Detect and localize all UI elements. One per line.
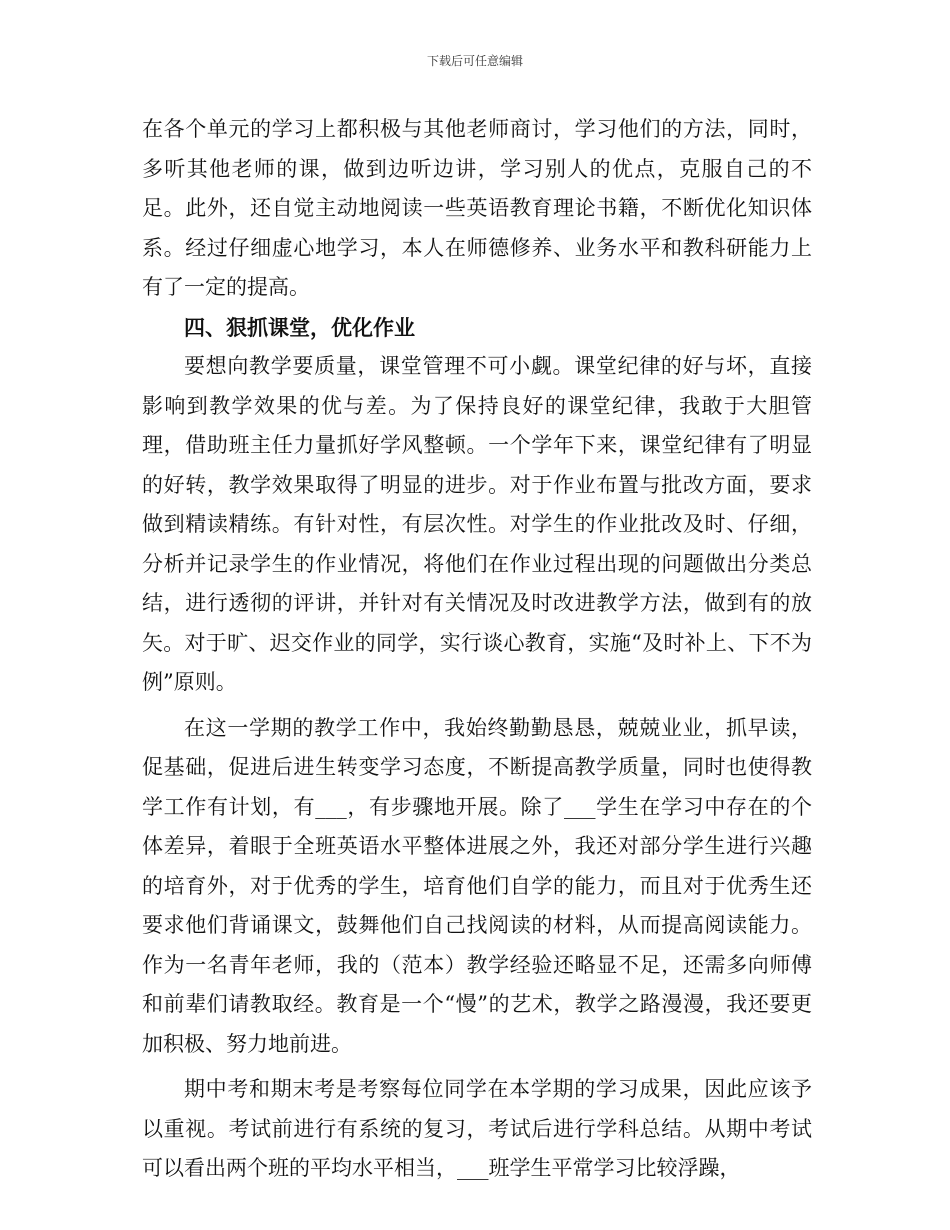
document-body	[142, 110, 812, 1189]
section-heading: 四、狠抓课堂，优化作业	[184, 314, 415, 340]
paragraph-4: 期中考和期末考是考察每位同学在本学期的学习成果，因此应该予以重视。考试前进行有系统的复习，考试后进行学科总结。从期中考试可以看出两个班的平均水平相当，___班学生平常学习比较浮躁，	[142, 1077, 812, 1180]
paragraph-2: 要想向教学要质量，课堂管理不可小觑。课堂纪律的好与坏，直接影响到教学效果的优与差。为了保持良好的课堂纪律，我敢于大胆管理，借助班主任力量抓好学风整顿。一个学年下来，课堂纪律有了明显的好转，教学效果取得了明显的进步。对于作业布置与批改方面，要求做到精读精练。有针对性，有层次性。对学生的作业批改及时、仔细，分析并记录学生的作业情况，将他们在作业过程出现的问题做出分类总结，进行透彻的评讲，并针对有关情况及时改进教学方法，做到有的放矢。对于旷、迟交作业的同学，实行谈心教育，实施“及时补上、下不为例”原则。	[142, 354, 812, 694]
paragraph-1: 在各个单元的学习上都积极与其他老师商讨，学习他们的方法，同时，多听其他老师的课，做到边听边讲，学习别人的优点，克服自己的不足。此外，还自觉主动地阅读一些英语教育理论书籍，不断优化知识体系。经过仔细虚心地学习，本人在师德修养、业务水平和教科研能力上有了一定的提高。	[142, 117, 812, 299]
paragraph-3: 在这一学期的教学工作中，我始终勤勤恳恳，兢兢业业，抓早读，促基础，促进后进生转变学习态度，不断提高教学质量，同时也使得教学工作有计划，有___，有步骤地开展。除了___学生在学习中存在的个体差异，着眼于全班英语水平整体进展之外，我还对部分学生进行兴趣的培育外，对于优秀的学生，培育他们自学的能力，而且对于优秀生还要求他们背诵课文，鼓舞他们自己找阅读的材料，从而提高阅读能力。作为一名青年老师，我的（范本）教学经验还略显不足，还需多向师傅和前辈们请教取经。教育是一个“慢”的艺术，教学之路漫漫，我还要更加积极、努力地前进。	[142, 715, 812, 1056]
page-header: 下载后可任意编辑	[426, 54, 523, 68]
